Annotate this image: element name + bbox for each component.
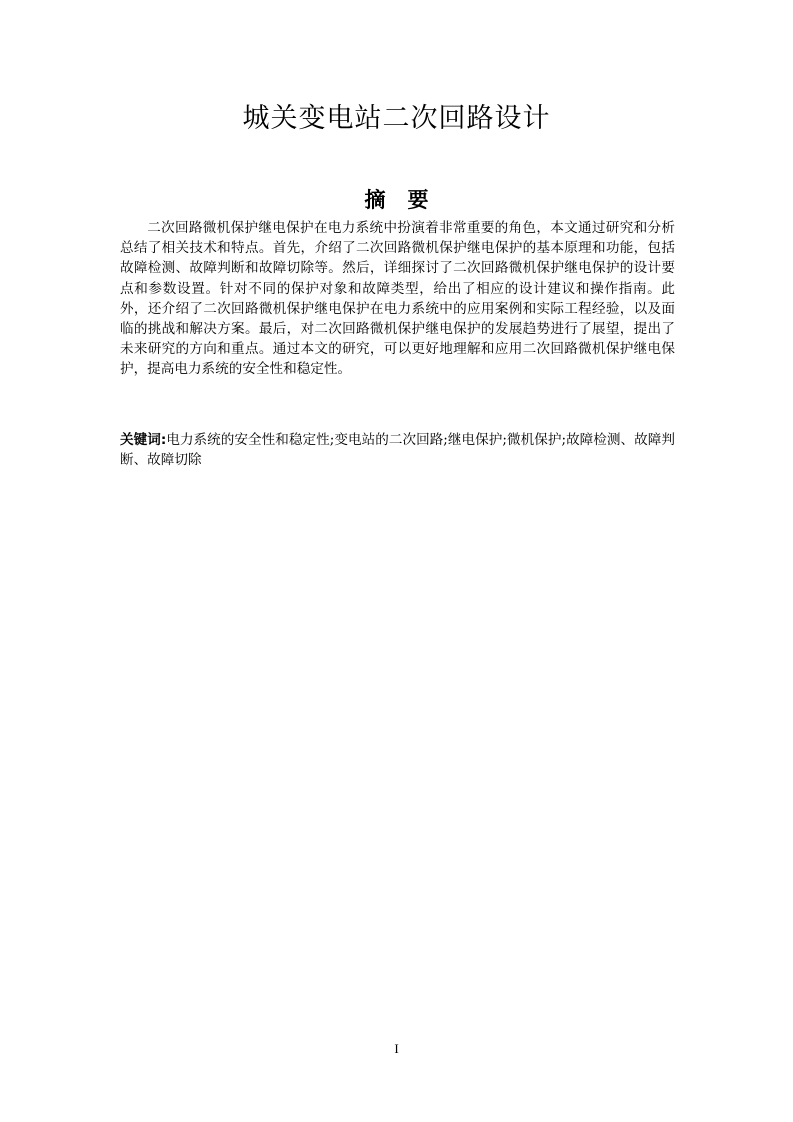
keywords-line bbox=[120, 430, 675, 470]
keywords-text: 电力系统的安全性和稳定性;变电站的二次回路;继电保护;微机保护;故障检测、故障判断、故障切除 bbox=[120, 432, 675, 469]
page-number: I bbox=[394, 1041, 399, 1056]
document-title: 城关变电站二次回路设计 bbox=[242, 103, 551, 134]
keywords-label: 关键词: bbox=[120, 432, 167, 448]
abstract-paragraph: 二次回路微机保护继电保护在电力系统中扮演着非常重要的角色，本文通过研究和分析总结了相关技术和特点。首先，介绍了二次回路微机保护继电保护的基本原理和功能，包括故障检测、故障判断和故障切除等。然后，详细探讨了二次回路微机保护继电保护的设计要点和参数设置。针对不同的保护对象和故障类型，给出了相应的设计建议和操作指南。此外，还介绍了二次回路微机保护继电保护在电力系统中的应用案例和实际工程经验，以及面临的挑战和解决方案。最后，对二次回路微机保护继电保护的发展趋势进行了展望，提出了未来研究的方向和重点。通过本文的研究，可以更好地理解和应用二次回路微机保护继电保护，提高电力系统的安全性和稳定性。 bbox=[120, 220, 675, 378]
abstract-heading: 摘要 bbox=[364, 188, 451, 212]
